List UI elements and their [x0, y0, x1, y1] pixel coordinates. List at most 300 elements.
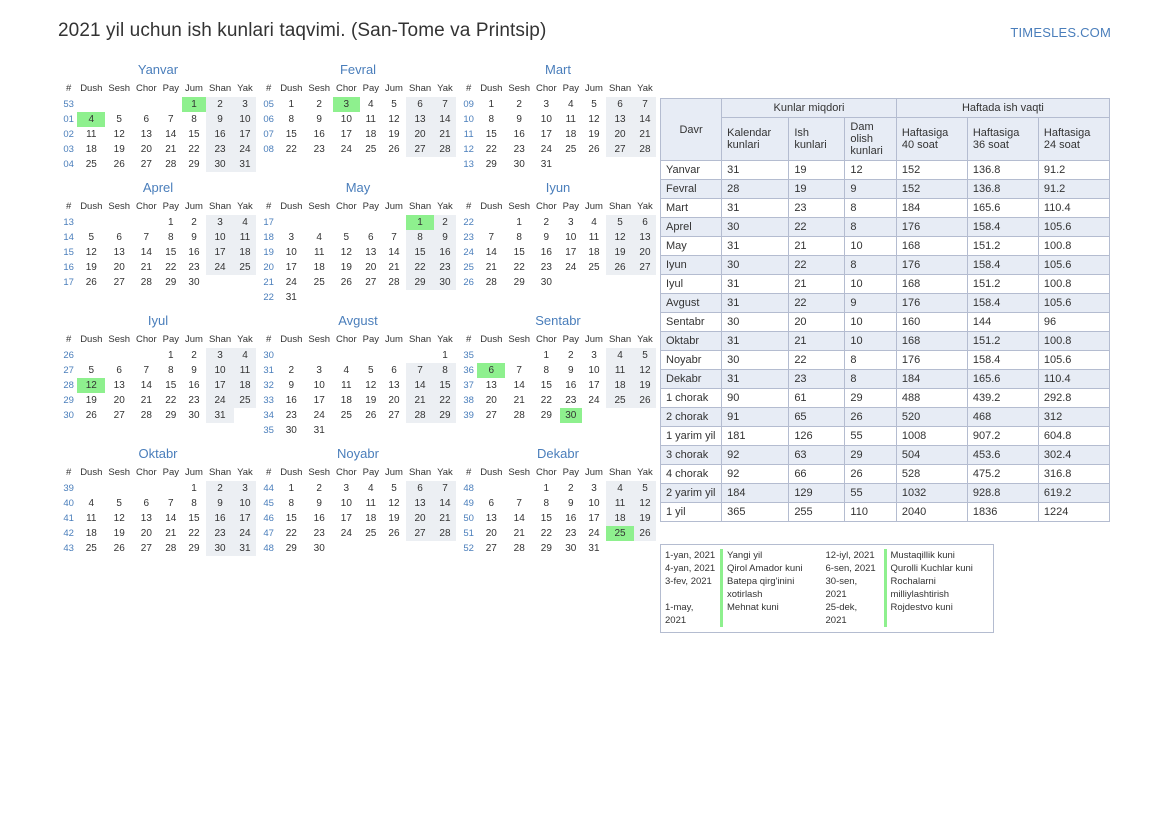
- work-day-cell[interactable]: 31: [588, 543, 600, 554]
- work-day-cell[interactable]: 13: [113, 380, 125, 391]
- weekend-day-cell[interactable]: 6: [406, 97, 434, 112]
- work-day-cell[interactable]: 17: [565, 247, 577, 258]
- month-title[interactable]: Sentabr: [535, 313, 581, 328]
- work-day-cell[interactable]: 25: [340, 410, 352, 421]
- work-day-cell[interactable]: 26: [113, 543, 125, 554]
- work-day-cell[interactable]: 1: [543, 483, 550, 494]
- work-day-cell[interactable]: 16: [313, 513, 325, 524]
- work-day-cell[interactable]: 17: [540, 129, 552, 140]
- work-day-cell[interactable]: 18: [340, 395, 352, 406]
- work-day-cell[interactable]: 5: [88, 365, 95, 376]
- work-day-cell[interactable]: 20: [140, 528, 152, 539]
- work-day-cell[interactable]: 16: [188, 247, 200, 258]
- weekend-day-cell[interactable]: 19: [634, 511, 656, 526]
- work-day-cell[interactable]: 24: [588, 528, 600, 539]
- week-number-cell[interactable]: 44: [263, 483, 274, 494]
- weekend-day-cell[interactable]: 23: [206, 142, 234, 157]
- week-number-cell[interactable]: 48: [463, 483, 474, 494]
- weekend-day-cell[interactable]: 8: [434, 363, 456, 378]
- work-day-cell[interactable]: 27: [365, 277, 377, 288]
- week-number-cell[interactable]: 38: [463, 395, 474, 406]
- week-number-cell[interactable]: 11: [463, 129, 474, 140]
- work-day-cell[interactable]: 22: [188, 144, 200, 155]
- weekend-day-cell[interactable]: 31: [206, 408, 234, 423]
- weekend-day-cell[interactable]: 25: [234, 260, 256, 275]
- work-day-cell[interactable]: 1: [288, 483, 295, 494]
- work-day-cell[interactable]: 18: [85, 144, 97, 155]
- week-number-cell[interactable]: 07: [263, 129, 274, 140]
- work-day-cell[interactable]: 9: [191, 365, 197, 376]
- holiday-day-cell[interactable]: 25: [606, 526, 634, 541]
- weekend-day-cell[interactable]: 29: [406, 275, 434, 290]
- work-day-cell[interactable]: 8: [191, 114, 197, 125]
- work-day-cell[interactable]: 7: [168, 498, 174, 509]
- work-day-cell[interactable]: 21: [485, 262, 497, 273]
- work-day-cell[interactable]: 28: [165, 543, 177, 554]
- weekend-day-cell[interactable]: 7: [634, 97, 656, 112]
- work-day-cell[interactable]: 2: [516, 99, 522, 110]
- work-day-cell[interactable]: 9: [568, 498, 574, 509]
- work-day-cell[interactable]: 5: [391, 99, 397, 110]
- work-day-cell[interactable]: 5: [116, 498, 122, 509]
- work-day-cell[interactable]: 6: [488, 498, 495, 509]
- week-number-cell[interactable]: 21: [263, 277, 274, 288]
- work-day-cell[interactable]: 27: [113, 410, 125, 421]
- work-day-cell[interactable]: 12: [113, 513, 125, 524]
- work-day-cell[interactable]: 1: [516, 217, 522, 228]
- week-number-cell[interactable]: 19: [263, 247, 274, 258]
- week-number-cell[interactable]: 09: [463, 99, 474, 110]
- work-day-cell[interactable]: 3: [316, 365, 322, 376]
- work-day-cell[interactable]: 8: [488, 114, 495, 125]
- month-title[interactable]: Iyul: [147, 313, 169, 328]
- work-day-cell[interactable]: 12: [588, 114, 600, 125]
- week-number-cell[interactable]: 20: [263, 262, 274, 273]
- work-day-cell[interactable]: 3: [543, 99, 550, 110]
- work-day-cell[interactable]: 12: [340, 247, 352, 258]
- work-day-cell[interactable]: 14: [140, 247, 152, 258]
- weekend-day-cell[interactable]: 11: [606, 496, 634, 511]
- weekend-day-cell[interactable]: 18: [234, 245, 256, 260]
- weekend-day-cell[interactable]: 17: [206, 245, 234, 260]
- work-day-cell[interactable]: 21: [513, 528, 525, 539]
- work-day-cell[interactable]: 28: [513, 543, 525, 554]
- work-day-cell[interactable]: 22: [188, 528, 200, 539]
- work-day-cell[interactable]: 24: [313, 410, 325, 421]
- work-day-cell[interactable]: 20: [113, 262, 125, 273]
- work-day-cell[interactable]: 15: [485, 129, 497, 140]
- week-number-cell[interactable]: 16: [63, 262, 74, 273]
- work-day-cell[interactable]: 19: [85, 262, 97, 273]
- work-day-cell[interactable]: 6: [368, 232, 374, 243]
- work-day-cell[interactable]: 22: [485, 144, 497, 155]
- week-number-cell[interactable]: 39: [463, 410, 474, 421]
- work-day-cell[interactable]: 30: [540, 277, 552, 288]
- work-day-cell[interactable]: 19: [113, 528, 125, 539]
- work-day-cell[interactable]: 5: [591, 99, 597, 110]
- weekend-day-cell[interactable]: 13: [634, 230, 656, 245]
- weekend-day-cell[interactable]: 28: [434, 526, 456, 541]
- week-number-cell[interactable]: 31: [263, 365, 274, 376]
- work-day-cell[interactable]: 8: [191, 498, 197, 509]
- work-day-cell[interactable]: 2: [543, 217, 550, 228]
- work-day-cell[interactable]: 5: [343, 232, 350, 243]
- week-number-cell[interactable]: 46: [263, 513, 274, 524]
- work-day-cell[interactable]: 29: [188, 543, 200, 554]
- work-day-cell[interactable]: 11: [365, 498, 376, 509]
- work-day-cell[interactable]: 8: [168, 232, 174, 243]
- work-day-cell[interactable]: 18: [365, 129, 377, 140]
- weekend-day-cell[interactable]: 10: [234, 496, 256, 511]
- work-day-cell[interactable]: 11: [341, 380, 352, 391]
- work-day-cell[interactable]: 15: [513, 247, 525, 258]
- work-day-cell[interactable]: 24: [588, 395, 600, 406]
- work-day-cell[interactable]: 13: [140, 129, 152, 140]
- work-day-cell[interactable]: 19: [365, 395, 377, 406]
- work-day-cell[interactable]: 29: [540, 543, 552, 554]
- month-title[interactable]: Fevral: [339, 62, 377, 77]
- work-day-cell[interactable]: 15: [188, 513, 200, 524]
- work-day-cell[interactable]: 10: [565, 232, 577, 243]
- month-title[interactable]: Noyabr: [337, 446, 379, 461]
- work-day-cell[interactable]: 19: [113, 144, 125, 155]
- work-day-cell[interactable]: 23: [188, 262, 200, 273]
- work-day-cell[interactable]: 30: [513, 159, 525, 170]
- work-day-cell[interactable]: 20: [388, 395, 400, 406]
- work-day-cell[interactable]: 21: [165, 144, 177, 155]
- weekend-day-cell[interactable]: 18: [606, 511, 634, 526]
- week-number-cell[interactable]: 26: [463, 277, 474, 288]
- weekend-day-cell[interactable]: 7: [434, 481, 456, 496]
- site-brand[interactable]: TIMESLES.COM: [1010, 25, 1111, 40]
- week-number-cell[interactable]: 49: [463, 498, 474, 509]
- work-day-cell[interactable]: 8: [543, 365, 550, 376]
- weekend-day-cell[interactable]: 9: [206, 496, 234, 511]
- work-day-cell[interactable]: 18: [313, 262, 325, 273]
- work-day-cell[interactable]: 28: [140, 277, 152, 288]
- work-day-cell[interactable]: 27: [485, 410, 497, 421]
- weekend-day-cell[interactable]: 6: [406, 481, 434, 496]
- week-number-cell[interactable]: 47: [263, 528, 274, 539]
- weekend-day-cell[interactable]: 30: [206, 157, 234, 172]
- work-day-cell[interactable]: 20: [365, 262, 377, 273]
- work-day-cell[interactable]: 25: [588, 262, 600, 273]
- work-day-cell[interactable]: 6: [116, 365, 122, 376]
- work-day-cell[interactable]: 16: [188, 380, 200, 391]
- week-number-cell[interactable]: 14: [63, 232, 74, 243]
- weekend-day-cell[interactable]: 4: [234, 215, 256, 230]
- week-number-cell[interactable]: 39: [63, 483, 74, 494]
- work-day-cell[interactable]: 27: [485, 543, 497, 554]
- work-day-cell[interactable]: 8: [516, 232, 522, 243]
- work-day-cell[interactable]: 28: [140, 410, 152, 421]
- work-day-cell[interactable]: 24: [565, 262, 577, 273]
- week-number-cell[interactable]: 18: [263, 232, 274, 243]
- work-day-cell[interactable]: 11: [565, 114, 576, 125]
- work-day-cell[interactable]: 15: [165, 380, 177, 391]
- weekend-day-cell[interactable]: 6: [634, 215, 656, 230]
- weekend-day-cell[interactable]: 14: [434, 496, 456, 511]
- work-day-cell[interactable]: 26: [388, 528, 400, 539]
- work-day-cell[interactable]: 2: [191, 217, 197, 228]
- work-day-cell[interactable]: 25: [85, 543, 97, 554]
- weekend-day-cell[interactable]: 26: [606, 260, 634, 275]
- work-day-cell[interactable]: 30: [313, 543, 325, 554]
- month-title[interactable]: Dekabr: [537, 446, 579, 461]
- work-day-cell[interactable]: 19: [588, 129, 600, 140]
- work-day-cell[interactable]: 17: [340, 129, 352, 140]
- weekend-day-cell[interactable]: 25: [234, 393, 256, 408]
- week-number-cell[interactable]: 23: [463, 232, 474, 243]
- work-day-cell[interactable]: 27: [388, 410, 400, 421]
- work-day-cell[interactable]: 29: [513, 277, 525, 288]
- weekend-day-cell[interactable]: 4: [606, 481, 634, 496]
- work-day-cell[interactable]: 14: [513, 380, 525, 391]
- weekend-day-cell[interactable]: 23: [434, 260, 456, 275]
- week-number-cell[interactable]: 53: [63, 99, 74, 110]
- week-number-cell[interactable]: 24: [463, 247, 474, 258]
- work-day-cell[interactable]: 10: [285, 247, 297, 258]
- work-day-cell[interactable]: 7: [143, 365, 150, 376]
- week-number-cell[interactable]: 22: [263, 292, 274, 303]
- weekend-day-cell[interactable]: 18: [234, 378, 256, 393]
- week-number-cell[interactable]: 48: [263, 543, 274, 554]
- weekend-day-cell[interactable]: 19: [606, 245, 634, 260]
- weekend-day-cell[interactable]: 2: [206, 97, 234, 112]
- work-day-cell[interactable]: 31: [540, 159, 552, 170]
- work-day-cell[interactable]: 8: [543, 498, 550, 509]
- work-day-cell[interactable]: 4: [591, 217, 597, 228]
- work-day-cell[interactable]: 15: [285, 129, 297, 140]
- work-day-cell[interactable]: 9: [516, 114, 522, 125]
- weekend-day-cell[interactable]: 22: [406, 260, 434, 275]
- work-day-cell[interactable]: 1: [543, 350, 550, 361]
- work-day-cell[interactable]: 22: [165, 395, 177, 406]
- work-day-cell[interactable]: 3: [591, 350, 597, 361]
- work-day-cell[interactable]: 18: [365, 513, 377, 524]
- week-number-cell[interactable]: 40: [63, 498, 74, 509]
- weekend-day-cell[interactable]: 13: [606, 112, 634, 127]
- work-day-cell[interactable]: 22: [285, 144, 297, 155]
- work-day-cell[interactable]: 4: [568, 99, 574, 110]
- work-day-cell[interactable]: 13: [140, 513, 152, 524]
- work-day-cell[interactable]: 23: [565, 528, 577, 539]
- work-day-cell[interactable]: 21: [165, 528, 177, 539]
- weekend-day-cell[interactable]: 9: [434, 230, 456, 245]
- month-title[interactable]: Mart: [545, 62, 571, 77]
- month-title[interactable]: Avgust: [338, 313, 378, 328]
- holiday-day-cell[interactable]: 1: [182, 97, 206, 112]
- weekend-day-cell[interactable]: 7: [406, 363, 434, 378]
- weekend-day-cell[interactable]: 3: [206, 348, 234, 363]
- work-day-cell[interactable]: 19: [388, 129, 400, 140]
- work-day-cell[interactable]: 10: [588, 365, 600, 376]
- work-day-cell[interactable]: 20: [140, 144, 152, 155]
- work-day-cell[interactable]: 10: [313, 380, 325, 391]
- work-day-cell[interactable]: 21: [388, 262, 400, 273]
- weekend-day-cell[interactable]: 21: [434, 511, 456, 526]
- weekend-day-cell[interactable]: 27: [406, 142, 434, 157]
- weekend-day-cell[interactable]: 2: [206, 481, 234, 496]
- weekend-day-cell[interactable]: 10: [206, 363, 234, 378]
- work-day-cell[interactable]: 28: [388, 277, 400, 288]
- weekend-day-cell[interactable]: 16: [434, 245, 456, 260]
- work-day-cell[interactable]: 24: [285, 277, 297, 288]
- week-number-cell[interactable]: 12: [463, 144, 474, 155]
- work-day-cell[interactable]: 6: [143, 498, 150, 509]
- weekend-day-cell[interactable]: 14: [634, 112, 656, 127]
- week-number-cell[interactable]: 30: [263, 350, 274, 361]
- holiday-day-cell[interactable]: 6: [477, 363, 505, 378]
- weekend-day-cell[interactable]: 31: [234, 157, 256, 172]
- weekend-day-cell[interactable]: 10: [206, 230, 234, 245]
- work-day-cell[interactable]: 17: [588, 513, 600, 524]
- holiday-day-cell[interactable]: 3: [333, 97, 360, 112]
- work-day-cell[interactable]: 15: [540, 513, 552, 524]
- week-number-cell[interactable]: 26: [63, 350, 74, 361]
- weekend-day-cell[interactable]: 24: [234, 142, 256, 157]
- week-number-cell[interactable]: 17: [63, 277, 74, 288]
- weekend-day-cell[interactable]: 25: [606, 393, 634, 408]
- weekend-day-cell[interactable]: 26: [634, 393, 656, 408]
- work-day-cell[interactable]: 14: [165, 513, 177, 524]
- work-day-cell[interactable]: 2: [316, 483, 322, 494]
- weekend-day-cell[interactable]: 12: [606, 230, 634, 245]
- work-day-cell[interactable]: 15: [285, 513, 297, 524]
- weekend-day-cell[interactable]: 3: [234, 97, 256, 112]
- work-day-cell[interactable]: 5: [88, 232, 95, 243]
- work-day-cell[interactable]: 8: [288, 498, 295, 509]
- week-number-cell[interactable]: 08: [263, 144, 274, 155]
- work-day-cell[interactable]: 22: [513, 262, 525, 273]
- work-day-cell[interactable]: 11: [365, 114, 376, 125]
- weekend-day-cell[interactable]: 17: [206, 378, 234, 393]
- work-day-cell[interactable]: 21: [513, 395, 525, 406]
- work-day-cell[interactable]: 5: [391, 483, 397, 494]
- weekend-day-cell[interactable]: 8: [406, 230, 434, 245]
- work-day-cell[interactable]: 15: [540, 380, 552, 391]
- weekend-day-cell[interactable]: 6: [606, 97, 634, 112]
- work-day-cell[interactable]: 24: [340, 528, 352, 539]
- work-day-cell[interactable]: 16: [565, 513, 577, 524]
- week-number-cell[interactable]: 51: [463, 528, 474, 539]
- week-number-cell[interactable]: 45: [263, 498, 274, 509]
- week-number-cell[interactable]: 35: [463, 350, 474, 361]
- month-title[interactable]: Yanvar: [137, 62, 179, 77]
- weekend-day-cell[interactable]: 28: [406, 408, 434, 423]
- work-day-cell[interactable]: 7: [488, 232, 495, 243]
- work-day-cell[interactable]: 23: [285, 410, 297, 421]
- work-day-cell[interactable]: 16: [313, 129, 325, 140]
- work-day-cell[interactable]: 10: [340, 498, 352, 509]
- work-day-cell[interactable]: 5: [368, 365, 374, 376]
- work-day-cell[interactable]: 30: [188, 277, 200, 288]
- week-number-cell[interactable]: 13: [463, 159, 474, 170]
- work-day-cell[interactable]: 30: [565, 543, 577, 554]
- week-number-cell[interactable]: 13: [63, 217, 74, 228]
- month-title[interactable]: Aprel: [142, 180, 174, 195]
- weekend-day-cell[interactable]: 11: [234, 230, 256, 245]
- weekend-day-cell[interactable]: 19: [634, 378, 656, 393]
- holiday-day-cell[interactable]: 30: [560, 408, 582, 423]
- weekend-day-cell[interactable]: 13: [406, 112, 434, 127]
- weekend-day-cell[interactable]: 28: [434, 142, 456, 157]
- work-day-cell[interactable]: 23: [565, 395, 577, 406]
- month-title[interactable]: Oktabr: [138, 446, 178, 461]
- week-number-cell[interactable]: 32: [263, 380, 274, 391]
- weekend-day-cell[interactable]: 17: [234, 127, 256, 142]
- week-number-cell[interactable]: 01: [63, 114, 74, 125]
- month-title[interactable]: May: [345, 180, 371, 195]
- weekend-day-cell[interactable]: 20: [606, 127, 634, 142]
- work-day-cell[interactable]: 4: [316, 232, 322, 243]
- weekend-day-cell[interactable]: 15: [434, 378, 456, 393]
- weekend-day-cell[interactable]: 17: [234, 511, 256, 526]
- work-day-cell[interactable]: 7: [168, 114, 174, 125]
- work-day-cell[interactable]: 31: [285, 292, 297, 303]
- work-day-cell[interactable]: 30: [285, 425, 297, 436]
- work-day-cell[interactable]: 6: [391, 365, 397, 376]
- work-day-cell[interactable]: 13: [113, 247, 125, 258]
- week-number-cell[interactable]: 35: [263, 425, 274, 436]
- work-day-cell[interactable]: 11: [86, 129, 97, 140]
- work-day-cell[interactable]: 7: [391, 232, 397, 243]
- work-day-cell[interactable]: 23: [313, 528, 325, 539]
- work-day-cell[interactable]: 12: [388, 114, 400, 125]
- weekend-day-cell[interactable]: 4: [234, 348, 256, 363]
- week-number-cell[interactable]: 30: [63, 410, 74, 421]
- work-day-cell[interactable]: 25: [365, 528, 377, 539]
- weekend-day-cell[interactable]: 30: [434, 275, 456, 290]
- weekend-day-cell[interactable]: 31: [234, 541, 256, 556]
- work-day-cell[interactable]: 10: [540, 114, 552, 125]
- work-day-cell[interactable]: 23: [513, 144, 525, 155]
- week-number-cell[interactable]: 34: [263, 410, 274, 421]
- weekend-day-cell[interactable]: 27: [406, 526, 434, 541]
- work-day-cell[interactable]: 19: [85, 395, 97, 406]
- work-day-cell[interactable]: 4: [343, 365, 350, 376]
- work-day-cell[interactable]: 16: [540, 247, 552, 258]
- weekend-day-cell[interactable]: 23: [206, 526, 234, 541]
- work-day-cell[interactable]: 13: [485, 513, 497, 524]
- work-day-cell[interactable]: 20: [113, 395, 125, 406]
- week-number-cell[interactable]: 43: [63, 543, 74, 554]
- weekend-day-cell[interactable]: 7: [434, 97, 456, 112]
- weekend-day-cell[interactable]: 15: [406, 245, 434, 260]
- work-day-cell[interactable]: 9: [316, 498, 322, 509]
- weekend-day-cell[interactable]: 21: [634, 127, 656, 142]
- work-day-cell[interactable]: 27: [140, 543, 152, 554]
- work-day-cell[interactable]: 23: [313, 144, 325, 155]
- work-day-cell[interactable]: 11: [588, 232, 600, 243]
- work-day-cell[interactable]: 7: [143, 232, 150, 243]
- weekend-day-cell[interactable]: 20: [406, 127, 434, 142]
- work-day-cell[interactable]: 24: [340, 144, 352, 155]
- work-day-cell[interactable]: 2: [191, 350, 197, 361]
- week-number-cell[interactable]: 28: [63, 380, 74, 391]
- work-day-cell[interactable]: 3: [591, 483, 597, 494]
- work-day-cell[interactable]: 17: [340, 513, 352, 524]
- work-day-cell[interactable]: 16: [285, 395, 297, 406]
- work-day-cell[interactable]: 11: [86, 513, 97, 524]
- work-day-cell[interactable]: 27: [140, 159, 152, 170]
- work-day-cell[interactable]: 23: [188, 395, 200, 406]
- work-day-cell[interactable]: 14: [485, 247, 497, 258]
- work-day-cell[interactable]: 13: [365, 247, 377, 258]
- weekend-day-cell[interactable]: 14: [406, 378, 434, 393]
- weekend-day-cell[interactable]: 22: [434, 393, 456, 408]
- work-day-cell[interactable]: 30: [188, 410, 200, 421]
